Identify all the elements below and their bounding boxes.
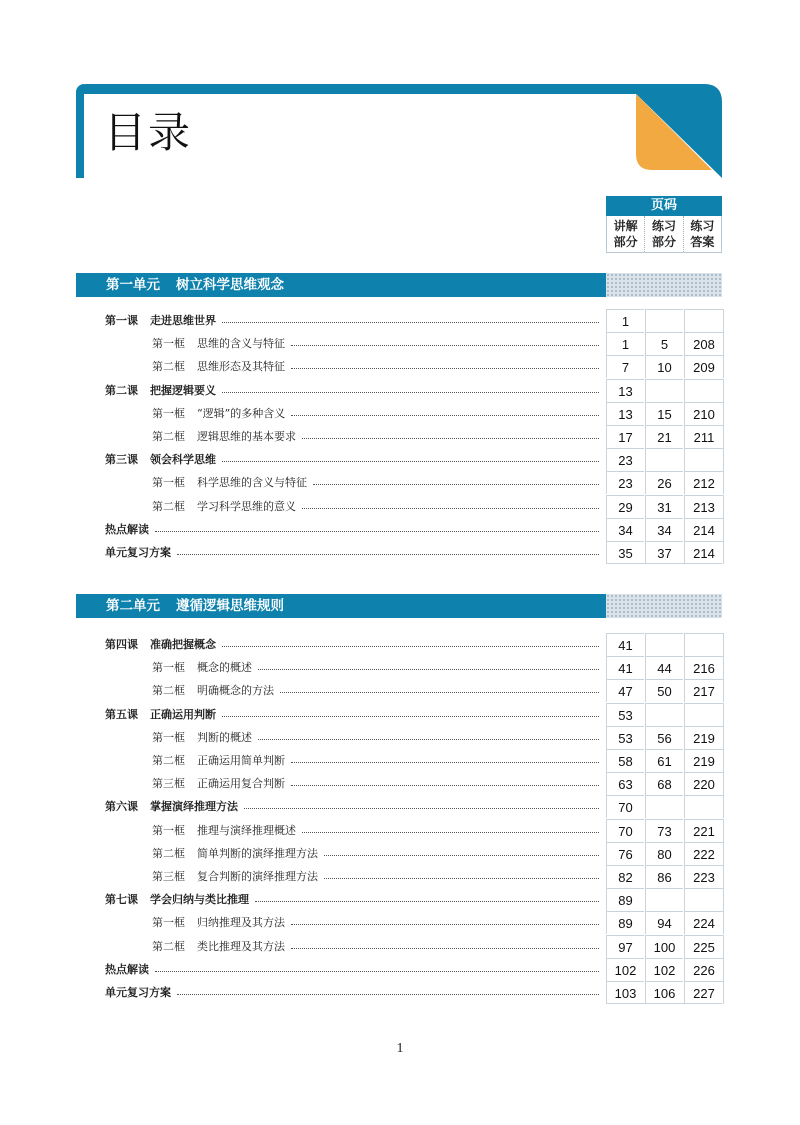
- entry-title: “逻辑”的多种含义: [197, 406, 286, 420]
- lesson-entry: [105, 518, 603, 541]
- page-explain-cell: 76: [606, 842, 644, 865]
- page-exercise-cell: [645, 448, 683, 471]
- entry-number: 第二框: [152, 846, 185, 860]
- entry-title: 热点解读: [105, 962, 149, 976]
- toc-row: [0, 332, 800, 355]
- page-answer-cell: 221: [684, 819, 724, 842]
- page-answer-cell: 209: [684, 355, 724, 378]
- entry-title: 明确概念的方法: [197, 684, 274, 698]
- page-exercise-cell: [645, 379, 683, 402]
- lesson-entry: [105, 795, 603, 818]
- grid-bottom-line: [606, 1003, 722, 1004]
- page-exercise-cell: 15: [645, 402, 683, 425]
- dot-leader: [258, 726, 599, 740]
- page-explain-cell: 58: [606, 749, 644, 772]
- page-explain-cell: 7: [606, 355, 644, 378]
- entry-number: 第三框: [152, 777, 185, 791]
- page-title: 目录: [104, 108, 193, 157]
- entry-number: 第一框: [152, 476, 185, 490]
- toc-row: [0, 888, 800, 911]
- page-explain-cell: 70: [606, 795, 644, 818]
- legend-columns: [606, 216, 722, 253]
- entry-title: 学会归纳与类比推理: [150, 893, 249, 907]
- page-answer-cell: 210: [684, 402, 724, 425]
- entry-title: 简单判断的演绎推理方法: [197, 846, 318, 860]
- page-exercise-cell: 80: [645, 842, 683, 865]
- entry-title: 学习科学思维的意义: [197, 499, 296, 513]
- toc-row: [0, 679, 800, 702]
- toc-row: [0, 865, 800, 888]
- entry-title: 复合判断的演绎推理方法: [197, 870, 318, 883]
- section-entry: [152, 495, 603, 518]
- entry-number: 第一课: [105, 314, 138, 327]
- toc-row: [0, 911, 800, 934]
- page-exercise-cell: 56: [645, 726, 683, 749]
- page-explain-cell: 102: [606, 958, 644, 981]
- unit-title: [106, 273, 284, 297]
- section-entry: [152, 471, 603, 494]
- page-explain-cell: 35: [606, 541, 644, 564]
- section-entry: [152, 679, 603, 702]
- section-entry: [152, 425, 603, 448]
- page-exercise-cell: [645, 795, 683, 818]
- entry-title: 领会科学思维: [150, 453, 216, 467]
- dot-leader: [291, 911, 599, 925]
- unit-number: 第一单元: [106, 277, 160, 293]
- dot-leader: [222, 448, 599, 462]
- page-explain-cell: 63: [606, 772, 644, 795]
- page-answer-cell: 208: [684, 332, 724, 355]
- lesson-entry: [105, 703, 603, 726]
- toc-row: [0, 981, 800, 1004]
- entry-title: 科学思维的含义与特征: [197, 476, 307, 490]
- entry-number: 第二框: [152, 430, 185, 443]
- toc-row: [0, 703, 800, 726]
- unit-bar-1: [76, 273, 722, 297]
- dot-leader: [244, 795, 599, 809]
- page-answer-cell: [684, 795, 724, 818]
- entry-number: 第三框: [152, 870, 185, 883]
- toc-row: [0, 772, 800, 795]
- unit-bar-2: [76, 594, 722, 618]
- page-explain-cell: 53: [606, 703, 644, 726]
- page-exercise-cell: [645, 703, 683, 726]
- toc-row: [0, 495, 800, 518]
- page-answer-cell: 223: [684, 865, 724, 888]
- section-entry: [152, 842, 603, 865]
- toc-row: [0, 935, 800, 958]
- toc-row: [0, 471, 800, 494]
- page-exercise-cell: 86: [645, 865, 683, 888]
- lesson-entry: [105, 448, 603, 471]
- page-answer-cell: [684, 448, 724, 471]
- dot-leader: [155, 518, 599, 532]
- lesson-entry: [105, 958, 603, 981]
- entry-number: 第二课: [105, 383, 138, 397]
- dot-leader: [324, 842, 599, 856]
- page-explain-cell: 29: [606, 495, 644, 518]
- entry-number: 第二框: [152, 499, 185, 513]
- entry-title: 准确把握概念: [150, 638, 216, 651]
- page-exercise-cell: 73: [645, 819, 683, 842]
- page-answer-cell: 213: [684, 495, 724, 518]
- page-exercise-cell: 68: [645, 772, 683, 795]
- page-explain-cell: 17: [606, 425, 644, 448]
- page-exercise-cell: 100: [645, 935, 683, 958]
- page-answer-cell: 214: [684, 541, 724, 564]
- entry-title: 热点解读: [105, 522, 149, 536]
- toc-row: [0, 958, 800, 981]
- page-explain-cell: 41: [606, 633, 644, 656]
- dot-leader: [324, 865, 599, 879]
- unit-title: [106, 594, 284, 618]
- entry-number: 第五课: [105, 707, 138, 721]
- legend-header: 页码: [606, 196, 722, 216]
- section-entry: [152, 355, 603, 378]
- page-exercise-cell: 26: [645, 471, 683, 494]
- page-explain-cell: 13: [606, 402, 644, 425]
- dot-leader: [291, 935, 599, 949]
- entry-number: 第一框: [152, 661, 185, 675]
- entry-title: 归纳推理及其方法: [197, 916, 285, 930]
- toc-row: [0, 309, 800, 332]
- page-exercise-cell: 44: [645, 656, 683, 679]
- toc-row: [0, 819, 800, 842]
- lesson-entry: [105, 379, 603, 402]
- entry-title: 思维的含义与特征: [197, 337, 285, 351]
- page-answer-cell: 216: [684, 656, 724, 679]
- entry-number: 第六课: [105, 800, 138, 814]
- header-frame-left: [76, 84, 84, 178]
- toc-row: [0, 379, 800, 402]
- page-answer-cell: 227: [684, 981, 724, 1004]
- grid-bottom-line: [606, 563, 722, 564]
- toc-row: [0, 448, 800, 471]
- dot-leader: [177, 541, 599, 555]
- page-code-legend: [606, 196, 722, 253]
- page-answer-cell: 219: [684, 749, 724, 772]
- section-entry: [152, 772, 603, 795]
- dot-leader: [302, 425, 599, 439]
- lesson-entry: [105, 633, 603, 656]
- page-exercise-cell: 94: [645, 911, 683, 934]
- page-exercise-cell: 5: [645, 332, 683, 355]
- header-frame-top: [76, 84, 686, 94]
- section-entry: [152, 402, 603, 425]
- toc-row: [0, 656, 800, 679]
- page-exercise-cell: [645, 633, 683, 656]
- dot-leader: [302, 495, 599, 509]
- page-explain-cell: 82: [606, 865, 644, 888]
- legend-col-answer: 练习 答案: [683, 216, 721, 252]
- page-exercise-cell: 50: [645, 679, 683, 702]
- page-answer-cell: 219: [684, 726, 724, 749]
- page-answer-cell: [684, 888, 724, 911]
- page-exercise-cell: [645, 888, 683, 911]
- section-entry: [152, 865, 603, 888]
- page-answer-cell: 214: [684, 518, 724, 541]
- page-explain-cell: 103: [606, 981, 644, 1004]
- page-explain-cell: 23: [606, 448, 644, 471]
- page-explain-cell: 89: [606, 911, 644, 934]
- entry-number: 第一框: [152, 406, 185, 420]
- dot-leader: [280, 679, 599, 693]
- entry-title: 把握逻辑要义: [150, 383, 216, 397]
- page-explain-cell: 34: [606, 518, 644, 541]
- page-exercise-cell: 37: [645, 541, 683, 564]
- section-entry: [152, 819, 603, 842]
- page-explain-cell: 53: [606, 726, 644, 749]
- toc-row: [0, 541, 800, 564]
- entry-number: 第一框: [152, 823, 185, 837]
- folded-corner-icon: [626, 84, 722, 178]
- page-answer-cell: 224: [684, 911, 724, 934]
- page-answer-cell: 222: [684, 842, 724, 865]
- entry-number: 第四课: [105, 638, 138, 651]
- page-exercise-cell: 102: [645, 958, 683, 981]
- toc-row: [0, 726, 800, 749]
- dot-leader: [255, 888, 599, 902]
- entry-title: 判断的概述: [197, 730, 252, 744]
- dot-leader: [155, 958, 599, 972]
- toc-row: [0, 355, 800, 378]
- page-answer-cell: [684, 703, 724, 726]
- entry-number: 第七课: [105, 893, 138, 907]
- section-entry: [152, 656, 603, 679]
- dot-leader: [291, 332, 599, 346]
- unit-bar-pattern: [606, 273, 722, 297]
- section-entry: [152, 726, 603, 749]
- page-explain-cell: 89: [606, 888, 644, 911]
- dot-leader: [222, 703, 599, 717]
- toc-row: [0, 518, 800, 541]
- page-answer-cell: 217: [684, 679, 724, 702]
- page-explain-cell: 1: [606, 309, 644, 332]
- page-answer-cell: [684, 309, 724, 332]
- entry-title: 单元复习方案: [105, 546, 171, 559]
- entry-number: 第二框: [152, 684, 185, 698]
- entry-number: 第一框: [152, 337, 185, 351]
- section-entry: [152, 935, 603, 958]
- entry-title: 正确运用复合判断: [197, 777, 285, 791]
- dot-leader: [291, 749, 599, 763]
- dot-leader: [291, 772, 599, 786]
- legend-col-explain: 讲解 部分: [613, 219, 638, 249]
- dot-leader: [258, 656, 599, 670]
- entry-title: 思维形态及其特征: [197, 360, 285, 374]
- section-entry: [152, 332, 603, 355]
- dot-leader: [177, 981, 599, 995]
- dot-leader: [222, 309, 599, 323]
- page-answer-cell: 226: [684, 958, 724, 981]
- toc-row: [0, 749, 800, 772]
- entry-number: 第一框: [152, 916, 185, 930]
- page-answer-cell: 211: [684, 425, 724, 448]
- entry-title: 逻辑思维的基本要求: [197, 430, 296, 443]
- lesson-entry: [105, 309, 603, 332]
- page-explain-cell: 1: [606, 332, 644, 355]
- page-exercise-cell: 61: [645, 749, 683, 772]
- entry-number: 第一框: [152, 730, 185, 744]
- toc-row: [0, 842, 800, 865]
- entry-number: 第二框: [152, 360, 185, 374]
- lesson-entry: [105, 888, 603, 911]
- entry-title: 单元复习方案: [105, 986, 171, 999]
- page-explain-cell: 70: [606, 819, 644, 842]
- dot-leader: [291, 355, 599, 369]
- page-explain-cell: 23: [606, 471, 644, 494]
- entry-title: 概念的概述: [197, 661, 252, 675]
- unit-bar-pattern: [606, 594, 722, 618]
- entry-title: 类比推理及其方法: [197, 939, 285, 953]
- page-exercise-cell: 106: [645, 981, 683, 1004]
- dot-leader: [222, 633, 599, 647]
- section-entry: [152, 749, 603, 772]
- dot-leader: [302, 819, 599, 833]
- page-answer-cell: [684, 379, 724, 402]
- entry-title: 走进思维世界: [150, 314, 216, 327]
- page-explain-cell: 97: [606, 935, 644, 958]
- page-explain-cell: 41: [606, 656, 644, 679]
- page-exercise-cell: 34: [645, 518, 683, 541]
- page-exercise-cell: 10: [645, 355, 683, 378]
- entry-title: 正确运用判断: [150, 707, 216, 721]
- page-answer-cell: 225: [684, 935, 724, 958]
- page-answer-cell: [684, 633, 724, 656]
- page-explain-cell: 13: [606, 379, 644, 402]
- entry-number: 第二框: [152, 939, 185, 953]
- lesson-entry: [105, 981, 603, 1004]
- page-answer-cell: 212: [684, 471, 724, 494]
- toc-row: [0, 633, 800, 656]
- unit-number: 第二单元: [106, 598, 160, 614]
- page-number: 1: [396, 1041, 404, 1056]
- page-exercise-cell: 31: [645, 495, 683, 518]
- unit-name: 树立科学思维观念: [176, 277, 284, 293]
- entry-number: 第三课: [105, 453, 138, 467]
- page-exercise-cell: [645, 309, 683, 332]
- section-entry: [152, 911, 603, 934]
- legend-col-exercise: 练习 部分: [644, 216, 682, 252]
- page-exercise-cell: 21: [645, 425, 683, 448]
- entry-title: 正确运用简单判断: [197, 754, 285, 767]
- page-explain-cell: 47: [606, 679, 644, 702]
- lesson-entry: [105, 541, 603, 564]
- dot-leader: [222, 379, 599, 393]
- unit-name: 遵循逻辑思维规则: [176, 598, 284, 614]
- toc-row: [0, 402, 800, 425]
- entry-number: 第二框: [152, 754, 185, 767]
- dot-leader: [291, 402, 599, 416]
- dot-leader: [313, 471, 599, 485]
- page-answer-cell: 220: [684, 772, 724, 795]
- toc-row: [0, 425, 800, 448]
- entry-title: 推理与演绎推理概述: [197, 823, 296, 837]
- toc-row: [0, 795, 800, 818]
- entry-title: 掌握演绎推理方法: [150, 800, 238, 814]
